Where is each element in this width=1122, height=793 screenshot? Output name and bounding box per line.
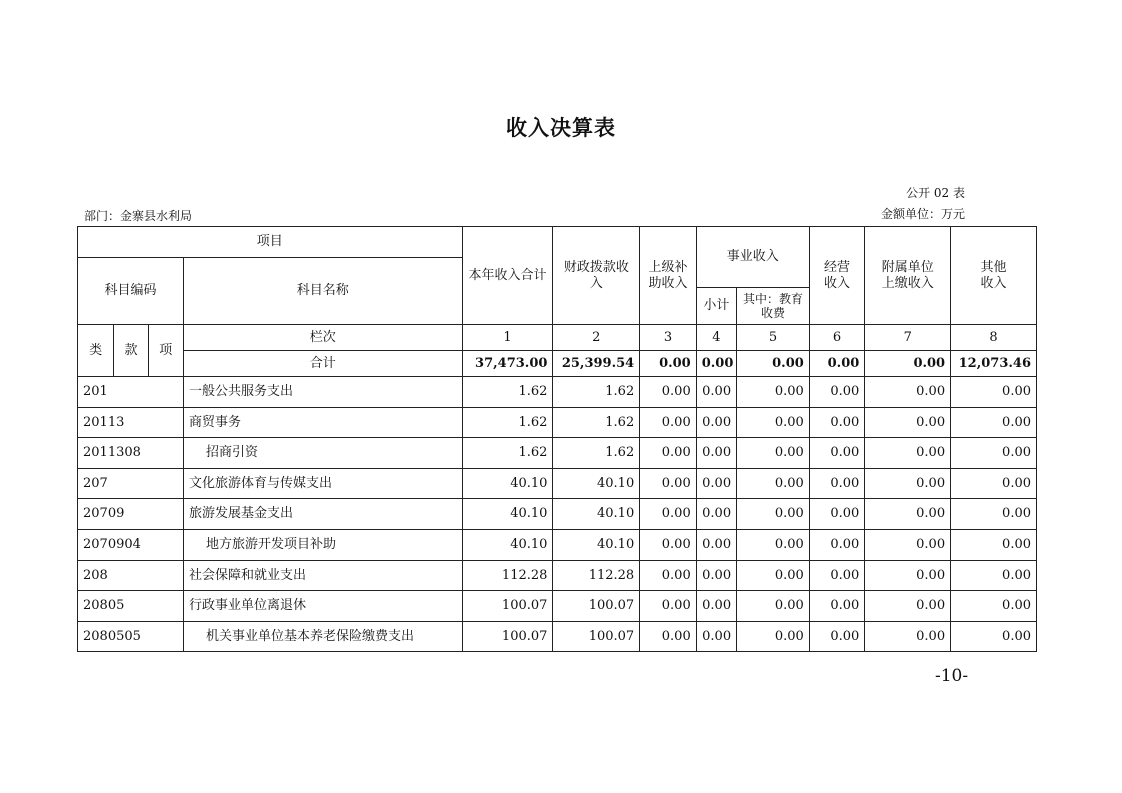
value-cell: 0.00 bbox=[640, 438, 697, 469]
header-kuan: 款 bbox=[114, 325, 148, 377]
value-cell: 100.07 bbox=[462, 621, 553, 652]
value-cell: 40.10 bbox=[553, 468, 640, 499]
header-superior: 上级补助收入 bbox=[640, 227, 697, 325]
value-cell: 0.00 bbox=[809, 438, 865, 469]
total-cell: 0.00 bbox=[737, 351, 810, 377]
subject-code: 2011308 bbox=[78, 438, 184, 469]
value-cell: 0.00 bbox=[951, 499, 1037, 530]
unit-label: 金额单位：万元 bbox=[880, 207, 965, 221]
value-cell: 40.10 bbox=[553, 499, 640, 530]
subject-name: 行政事业单位离退休 bbox=[183, 591, 462, 622]
value-cell: 0.00 bbox=[951, 407, 1037, 438]
value-cell: 0.00 bbox=[865, 621, 951, 652]
value-cell: 0.00 bbox=[696, 499, 736, 530]
total-cell: 0.00 bbox=[640, 351, 697, 377]
table-row bbox=[78, 529, 1037, 560]
header-affiliated: 附属单位上缴收入 bbox=[865, 227, 951, 325]
value-cell: 100.07 bbox=[462, 591, 553, 622]
value-cell: 0.00 bbox=[951, 529, 1037, 560]
value-cell: 40.10 bbox=[462, 529, 553, 560]
header-lei: 类 bbox=[78, 325, 114, 377]
value-cell: 0.00 bbox=[640, 499, 697, 530]
value-cell: 40.10 bbox=[553, 529, 640, 560]
total-cell: 0.00 bbox=[865, 351, 951, 377]
value-cell: 0.00 bbox=[809, 377, 865, 408]
value-cell: 1.62 bbox=[553, 407, 640, 438]
total-row bbox=[78, 351, 1037, 377]
value-cell: 0.00 bbox=[809, 499, 865, 530]
form-number: 公开 02 表 bbox=[906, 186, 965, 200]
column-number: 1 bbox=[462, 325, 553, 351]
value-cell: 0.00 bbox=[865, 499, 951, 530]
value-cell: 0.00 bbox=[737, 529, 810, 560]
value-cell: 0.00 bbox=[951, 438, 1037, 469]
header-xiang: 项 bbox=[148, 325, 183, 377]
value-cell: 40.10 bbox=[462, 468, 553, 499]
value-cell: 0.00 bbox=[737, 499, 810, 530]
page-number: -10- bbox=[935, 666, 969, 686]
page-title: 收入决算表 bbox=[506, 116, 616, 140]
total-cell: 0.00 bbox=[696, 351, 736, 377]
value-cell: 112.28 bbox=[553, 560, 640, 591]
column-number: 2 bbox=[553, 325, 640, 351]
value-cell: 0.00 bbox=[737, 560, 810, 591]
value-cell: 1.62 bbox=[462, 438, 553, 469]
subject-code: 20805 bbox=[78, 591, 184, 622]
value-cell: 0.00 bbox=[640, 560, 697, 591]
value-cell: 112.28 bbox=[462, 560, 553, 591]
value-cell: 0.00 bbox=[640, 407, 697, 438]
column-number: 8 bbox=[951, 325, 1037, 351]
subject-name: 一般公共服务支出 bbox=[183, 377, 462, 408]
total-label: 合计 bbox=[183, 351, 462, 377]
value-cell: 0.00 bbox=[696, 377, 736, 408]
subject-code: 208 bbox=[78, 560, 184, 591]
value-cell: 0.00 bbox=[809, 407, 865, 438]
value-cell: 0.00 bbox=[696, 438, 736, 469]
total-cell: 37,473.00 bbox=[462, 351, 553, 377]
value-cell: 0.00 bbox=[951, 621, 1037, 652]
table-row bbox=[78, 591, 1037, 622]
value-cell: 100.07 bbox=[553, 621, 640, 652]
value-cell: 0.00 bbox=[865, 529, 951, 560]
value-cell: 0.00 bbox=[809, 591, 865, 622]
subject-code: 2080505 bbox=[78, 621, 184, 652]
value-cell: 0.00 bbox=[737, 407, 810, 438]
value-cell: 0.00 bbox=[640, 377, 697, 408]
header-education-fee: 其中：教育收费 bbox=[737, 288, 810, 325]
header-subject-name: 科目名称 bbox=[183, 258, 462, 325]
value-cell: 40.10 bbox=[462, 499, 553, 530]
header-project: 项目 bbox=[78, 227, 463, 258]
value-cell: 0.00 bbox=[737, 468, 810, 499]
value-cell: 0.00 bbox=[737, 438, 810, 469]
subject-name: 文化旅游体育与传媒支出 bbox=[183, 468, 462, 499]
value-cell: 0.00 bbox=[865, 438, 951, 469]
table-row bbox=[78, 377, 1037, 408]
subject-name: 社会保障和就业支出 bbox=[183, 560, 462, 591]
header-fiscal: 财政拨款收入 bbox=[553, 227, 640, 325]
subject-code: 2070904 bbox=[78, 529, 184, 560]
subject-code: 201 bbox=[78, 377, 184, 408]
total-cell: 25,399.54 bbox=[553, 351, 640, 377]
value-cell: 0.00 bbox=[865, 468, 951, 499]
value-cell: 0.00 bbox=[809, 560, 865, 591]
value-cell: 0.00 bbox=[640, 529, 697, 560]
subject-name: 地方旅游开发项目补助 bbox=[183, 529, 462, 560]
total-cell: 12,073.46 bbox=[951, 351, 1037, 377]
value-cell: 0.00 bbox=[951, 468, 1037, 499]
subject-code: 207 bbox=[78, 468, 184, 499]
subject-code: 20709 bbox=[78, 499, 184, 530]
value-cell: 0.00 bbox=[696, 407, 736, 438]
income-table bbox=[77, 226, 1037, 652]
value-cell: 0.00 bbox=[865, 560, 951, 591]
header-business: 事业收入 bbox=[696, 227, 809, 288]
value-cell: 0.00 bbox=[737, 377, 810, 408]
value-cell: 0.00 bbox=[640, 468, 697, 499]
value-cell: 0.00 bbox=[809, 468, 865, 499]
column-number: 6 bbox=[809, 325, 865, 351]
value-cell: 1.62 bbox=[553, 377, 640, 408]
value-cell: 1.62 bbox=[462, 377, 553, 408]
value-cell: 0.00 bbox=[951, 560, 1037, 591]
value-cell: 0.00 bbox=[865, 377, 951, 408]
header-subject-code: 科目编码 bbox=[78, 258, 184, 325]
column-number: 7 bbox=[865, 325, 951, 351]
column-number: 4 bbox=[696, 325, 736, 351]
header-other: 其他收入 bbox=[951, 227, 1037, 325]
value-cell: 0.00 bbox=[951, 377, 1037, 408]
header-subtotal: 小计 bbox=[696, 288, 736, 325]
total-cell: 0.00 bbox=[809, 351, 865, 377]
table-row bbox=[78, 621, 1037, 652]
value-cell: 0.00 bbox=[809, 621, 865, 652]
value-cell: 0.00 bbox=[696, 560, 736, 591]
header-operating: 经营收入 bbox=[809, 227, 865, 325]
value-cell: 0.00 bbox=[696, 621, 736, 652]
table-row bbox=[78, 468, 1037, 499]
value-cell: 0.00 bbox=[696, 468, 736, 499]
value-cell: 0.00 bbox=[951, 591, 1037, 622]
header-annual-income: 本年收入合计 bbox=[462, 227, 553, 325]
table-row bbox=[78, 407, 1037, 438]
value-cell: 0.00 bbox=[865, 407, 951, 438]
value-cell: 0.00 bbox=[696, 529, 736, 560]
value-cell: 100.07 bbox=[553, 591, 640, 622]
column-number: 3 bbox=[640, 325, 697, 351]
value-cell: 0.00 bbox=[696, 591, 736, 622]
department-label: 部门：金寨县水利局 bbox=[84, 209, 193, 223]
value-cell: 0.00 bbox=[737, 621, 810, 652]
column-number-label: 栏次 bbox=[183, 325, 462, 351]
subject-name: 旅游发展基金支出 bbox=[183, 499, 462, 530]
value-cell: 0.00 bbox=[640, 591, 697, 622]
value-cell: 1.62 bbox=[462, 407, 553, 438]
subject-name: 机关事业单位基本养老保险缴费支出 bbox=[183, 621, 462, 652]
subject-name: 商贸事务 bbox=[183, 407, 462, 438]
value-cell: 0.00 bbox=[865, 591, 951, 622]
subject-code: 20113 bbox=[78, 407, 184, 438]
value-cell: 0.00 bbox=[737, 591, 810, 622]
column-number: 5 bbox=[737, 325, 810, 351]
subject-name: 招商引资 bbox=[183, 438, 462, 469]
table-row bbox=[78, 560, 1037, 591]
value-cell: 0.00 bbox=[809, 529, 865, 560]
value-cell: 0.00 bbox=[640, 621, 697, 652]
table-row bbox=[78, 499, 1037, 530]
value-cell: 1.62 bbox=[553, 438, 640, 469]
table-row bbox=[78, 438, 1037, 469]
